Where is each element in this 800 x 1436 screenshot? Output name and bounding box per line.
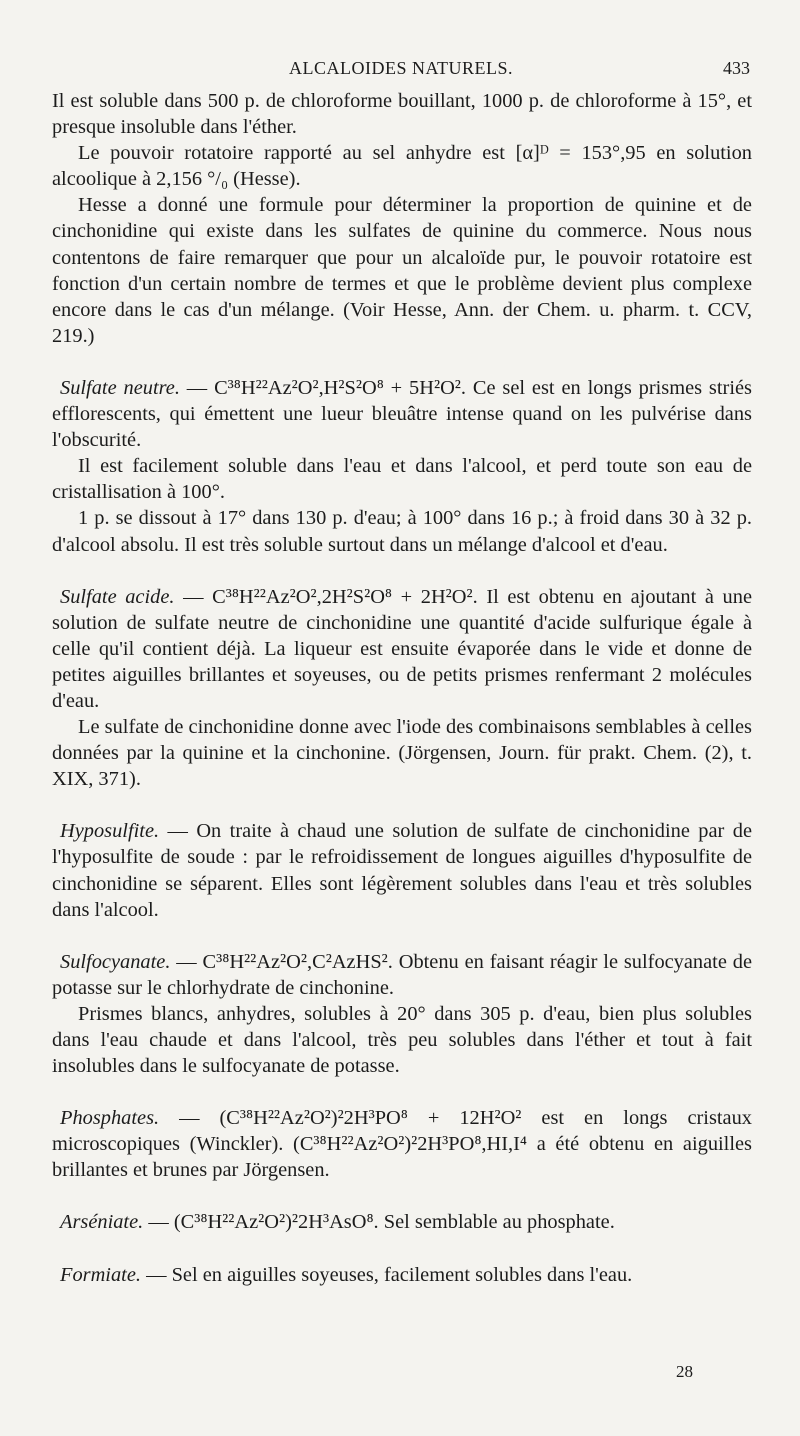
paragraph-text: — On traite à chaud une solution de sulfate de cinchonidine par de l'hyposulfite de soude : par le refroidissement de longues aiguilles d'hyposulfite de cinchonidine se séparent. Elles sont légèrement solubles dans l'eau et très solubles dans l'alcool. <box>52 820 752 921</box>
section-paragraph <box>52 949 752 1001</box>
paragraph <box>52 140 752 192</box>
section-paragraph <box>52 375 752 453</box>
paragraph <box>52 88 752 140</box>
section-paragraph <box>52 1209 752 1235</box>
section-heading: Phosphates. <box>60 1107 160 1130</box>
section-paragraph <box>52 1262 752 1288</box>
paragraph <box>52 453 752 505</box>
paragraph <box>52 714 752 792</box>
section-heading: Hyposulfite. <box>60 820 160 843</box>
paragraph-text: — Sel en aiguilles soyeuses, facilement solubles dans l'eau. <box>141 1263 633 1286</box>
body-text <box>52 88 752 1288</box>
section-heading: Sulfocyanate. <box>60 950 171 973</box>
section-heading: Sulfate neutre. <box>60 376 180 399</box>
paragraph-text: — C³⁸H²²Az²O²,2H²S²O⁸ + 2H²O². Il est obtenu en ajoutant à une solution de sulfate neutre de cinchonidine une quantité d'acide sulfurique égale à celle qu'il contient déjà. La liqueur est ensuite évaporée dans le vide et donne de petites aiguilles brillantes et soyeuses, ou de petits prismes renfermant 2 molécules d'eau. <box>52 585 752 712</box>
page-number: 433 <box>723 58 750 78</box>
paragraph-text: — C³⁸H²²Az²O²,C²AzHS². Obtenu en faisant réagir le sulfocyanate de potasse sur le chlorhydrate de cinchonine. <box>52 950 752 999</box>
running-title: ALCALOIDES NATURELS. <box>289 58 513 78</box>
section-heading: Arséniate. <box>60 1211 144 1234</box>
paragraph-text: Le sulfate de cinchonidine donne avec l'iode des combinaisons semblables à celles données par la quinine et la cinchonine. (Jörgensen, Journ. für prakt. Chem. (2), t. XIX, 371). <box>52 716 752 791</box>
section-paragraph <box>52 1105 752 1183</box>
paragraph-text: — (C³⁸H²²Az²O²)²2H³AsO⁸. Sel semblable au phosphate. <box>143 1211 615 1234</box>
paragraph-text: — C³⁸H²²Az²O²,H²S²O⁸ + 5H²O². Ce sel est en longs prismes striés efflorescents, qui émettent une lueur bleuâtre intense quand on les pulvérise dans l'obscurité. <box>52 376 752 452</box>
paragraph <box>52 505 752 557</box>
section-heading: Sulfate acide. <box>60 585 175 608</box>
section-paragraph <box>52 818 752 922</box>
paragraph <box>52 192 752 349</box>
paragraph-text: Il est soluble dans 500 p. de chloroforme bouillant, 1000 p. de chloroforme à 15°, et presque insoluble dans l'éther. <box>52 90 752 139</box>
section-heading: Formiate. <box>60 1263 141 1286</box>
paragraph-text: Le pouvoir rotatoire rapporté au sel anhydre est [α]ᴰ = 153°,95 en solution alcoolique à 2,156 °/₀ (Hesse). <box>52 142 752 191</box>
paragraph-text: Il est facilement soluble dans l'eau et dans l'alcool, et perd toute son eau de cristallisation à 100°. <box>52 455 752 504</box>
paragraph-text: Hesse a donné une formule pour déterminer la proportion de quinine et de cinchonidine qui existe dans les sulfates de quinine du commerce. Nous nous contentons de faire remarquer que pour un alcaloïde pur, le pouvoir rotatoire est fonction d'un certain nombre de termes et que le problème devient plus complexe encore dans le cas d'un mélange. (Voir Hesse, Ann. der Chem. u. pharm. t. CCV, 219.) <box>52 194 752 347</box>
paragraph <box>52 1001 752 1079</box>
running-head <box>52 58 750 86</box>
section-paragraph <box>52 584 752 714</box>
paragraph-text: Prismes blancs, anhydres, solubles à 20° dans 305 p. d'eau, bien plus solubles dans l'eau chaude et dans l'alcool, très peu solubles dans l'éther et tout à fait insolubles dans le sulfocyanate de potasse. <box>52 1002 752 1078</box>
paragraph-text: — (C³⁸H²²Az²O²)²2H³PO⁸ + 12H²O² est en longs cristaux microscopiques (Winckler). (C³⁸H²²Az²O²)²2H³PO⁸,HI,I⁴ a été obtenu en aiguilles brillantes et brunes par Jörgensen. <box>52 1107 752 1182</box>
signature-mark: 28 <box>676 1362 693 1381</box>
paragraph-text: 1 p. se dissout à 17° dans 130 p. d'eau; à 100° dans 16 p.; à froid dans 30 à 32 p. d'alcool absolu. Il est très soluble surtout dans un mélange d'alcool et d'eau. <box>52 507 752 556</box>
